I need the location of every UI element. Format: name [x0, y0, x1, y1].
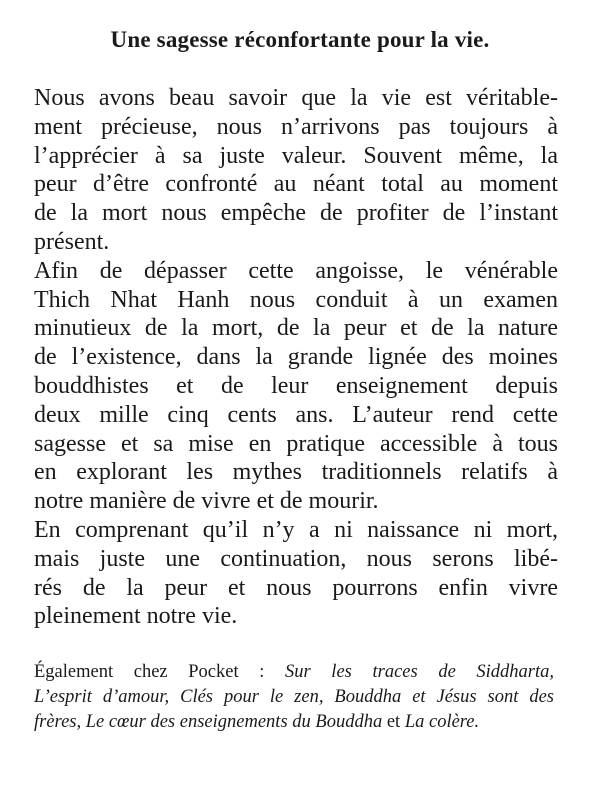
text-line: notre manière de vivre et de mourir.: [34, 488, 379, 515]
book-title: Sur les traces de Siddharta,: [284, 662, 555, 682]
paragraph-3: [34, 516, 558, 631]
text-line: bouddhistes et de leur enseignement depuis: [34, 372, 558, 399]
text-line: présent.: [34, 228, 110, 255]
text-line: En comprenant qu’il n’y a ni naissance ni mort,: [34, 516, 558, 543]
text-line: en explorant les mythes traditionnels relatifs à: [34, 459, 558, 486]
text-line: sagesse et sa mise en pratique accessible à tous: [34, 430, 558, 457]
paragraph-2: [34, 257, 558, 516]
text-line: de la mort nous empêche de profiter de l’instant: [34, 200, 558, 227]
text-line: Nous avons beau savoir que la vie est véritable-: [34, 85, 558, 111]
body-text: [34, 84, 558, 631]
conjunction: et: [382, 712, 405, 732]
book-titles: L’esprit d’amour, Clés pour le zen, Bouddha et Jésus sont des: [34, 687, 554, 707]
text-line: rés de la peur et nous pourrons enfin vivre: [34, 574, 558, 601]
paragraph-1: [34, 84, 558, 257]
text-line: Afin de dépasser cette angoisse, le vénérable: [34, 257, 558, 284]
footer-line: [34, 660, 554, 685]
book-title: La colère.: [404, 712, 480, 732]
footer-line: [34, 685, 554, 710]
text-line: peur d’être confronté au néant total au moment: [34, 171, 558, 198]
text-line: deux mille cinq cents ans. L’auteur rend cette: [34, 401, 558, 428]
book-titles: frères, Le cœur des enseignements du Bouddha: [34, 712, 383, 732]
page-title: Une sagesse réconfortante pour la vie.: [110, 27, 490, 52]
text-line: mais juste une continuation, nous serons libé-: [34, 545, 558, 572]
text-line: l’apprécier à sa juste valeur. Souvent même, la: [34, 142, 558, 169]
text-line: ment précieuse, nous n’arrivons pas toujours à: [34, 113, 558, 140]
also-available-note: [34, 660, 554, 735]
text-line: Thich Nhat Hanh nous conduit à un examen: [34, 286, 558, 313]
footer-line: [34, 710, 554, 735]
text-line: minutieux de la mort, de la peur et de la nature: [34, 315, 558, 342]
footer-prefix: Également chez Pocket :: [34, 662, 285, 682]
text-line: pleinement notre vie.: [34, 603, 238, 630]
text-line: de l’existence, dans la grande lignée des moines: [34, 344, 558, 371]
